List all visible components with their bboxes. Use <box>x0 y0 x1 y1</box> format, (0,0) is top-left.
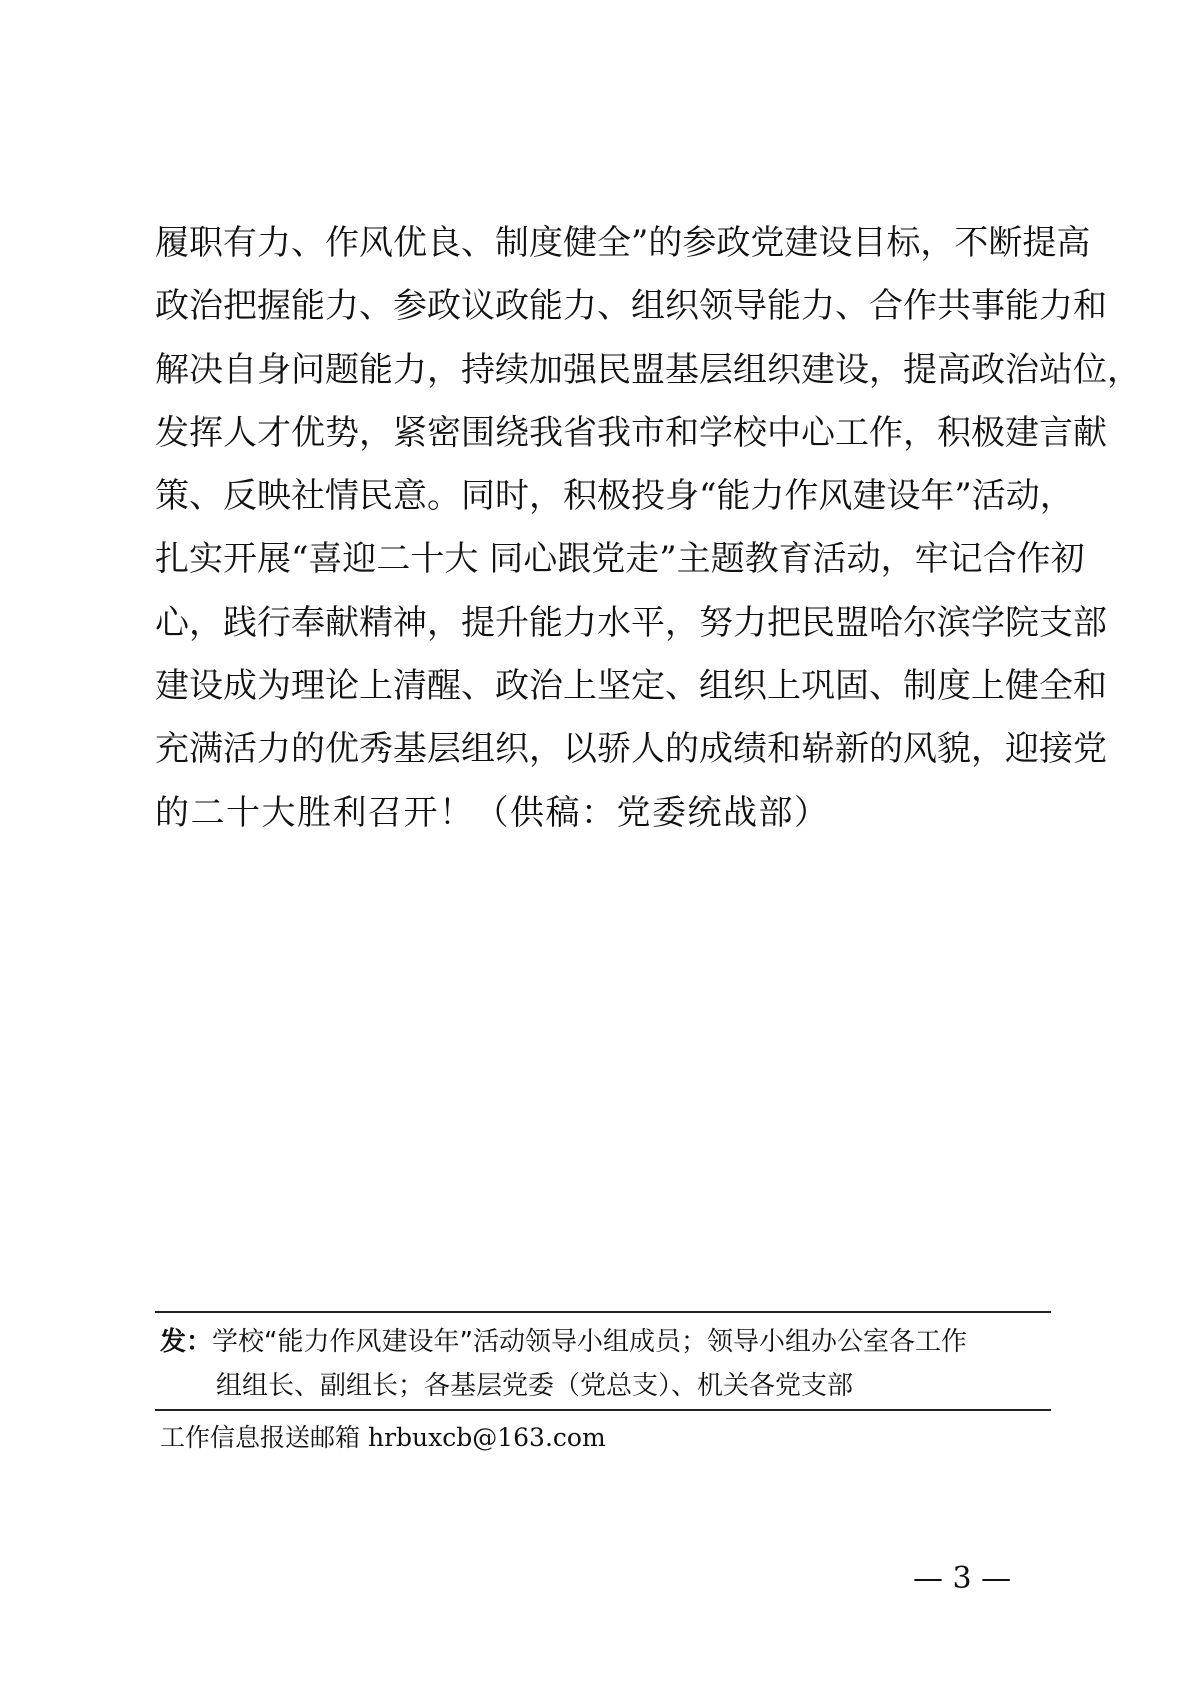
email-address: hrbuxcb@163.com <box>367 1423 606 1452</box>
email-label: 工作信息报送邮箱 <box>160 1423 361 1452</box>
distribution-label: 发： <box>160 1327 213 1357</box>
body-line-7: 心，践行奉献精神，提升能力水平，努力把民盟哈尔滨学院支部 <box>155 602 1107 643</box>
distribution-recipients-1: 学校“能力作风建设年”活动领导小组成员；领导小组办公室各工作 <box>212 1327 967 1357</box>
body-line-4: 发挥人才优势，紧密围绕我省我市和学校中心工作，积极建言献 <box>155 412 1107 453</box>
body-line-10: 的二十大胜利召开！（供稿：党委统战部） <box>155 792 830 833</box>
distribution-line-1 <box>160 1320 1050 1364</box>
body-line-5: 策、反映社情民意。同时，积极投身“能力作风建设年”活动， <box>155 476 1074 517</box>
submission-email-line <box>160 1420 606 1456</box>
body-line-9: 充满活力的优秀基层组织，以骄人的成绩和崭新的风貌，迎接党 <box>155 729 1107 770</box>
distribution-bottom-rule <box>155 1409 1051 1411</box>
body-line-8: 建设成为理论上清醒、政治上坚定、组织上巩固、制度上健全和 <box>155 666 1107 707</box>
body-line-2: 政治把握能力、参政议政能力、组织领导能力、合作共事能力和 <box>155 286 1107 327</box>
article-body <box>155 212 1141 845</box>
distribution-top-rule <box>155 1311 1051 1313</box>
body-line-1: 履职有力、作风优良、制度健全”的参政党建设目标，不断提高 <box>155 223 1091 263</box>
body-line-6: 扎实开展“喜迎二十大 同心跟党走”主题教育活动，牢记合作初 <box>155 539 1085 580</box>
body-line-3: 解决自身问题能力，持续加强民盟基层组织建设，提高政治站位， <box>155 349 1141 390</box>
distribution-list <box>160 1320 1050 1408</box>
distribution-recipients-2: 组组长、副组长；各基层党委（党总支）、机关各党支部 <box>216 1371 854 1401</box>
page-number: — 3 — <box>913 1561 1012 1596</box>
